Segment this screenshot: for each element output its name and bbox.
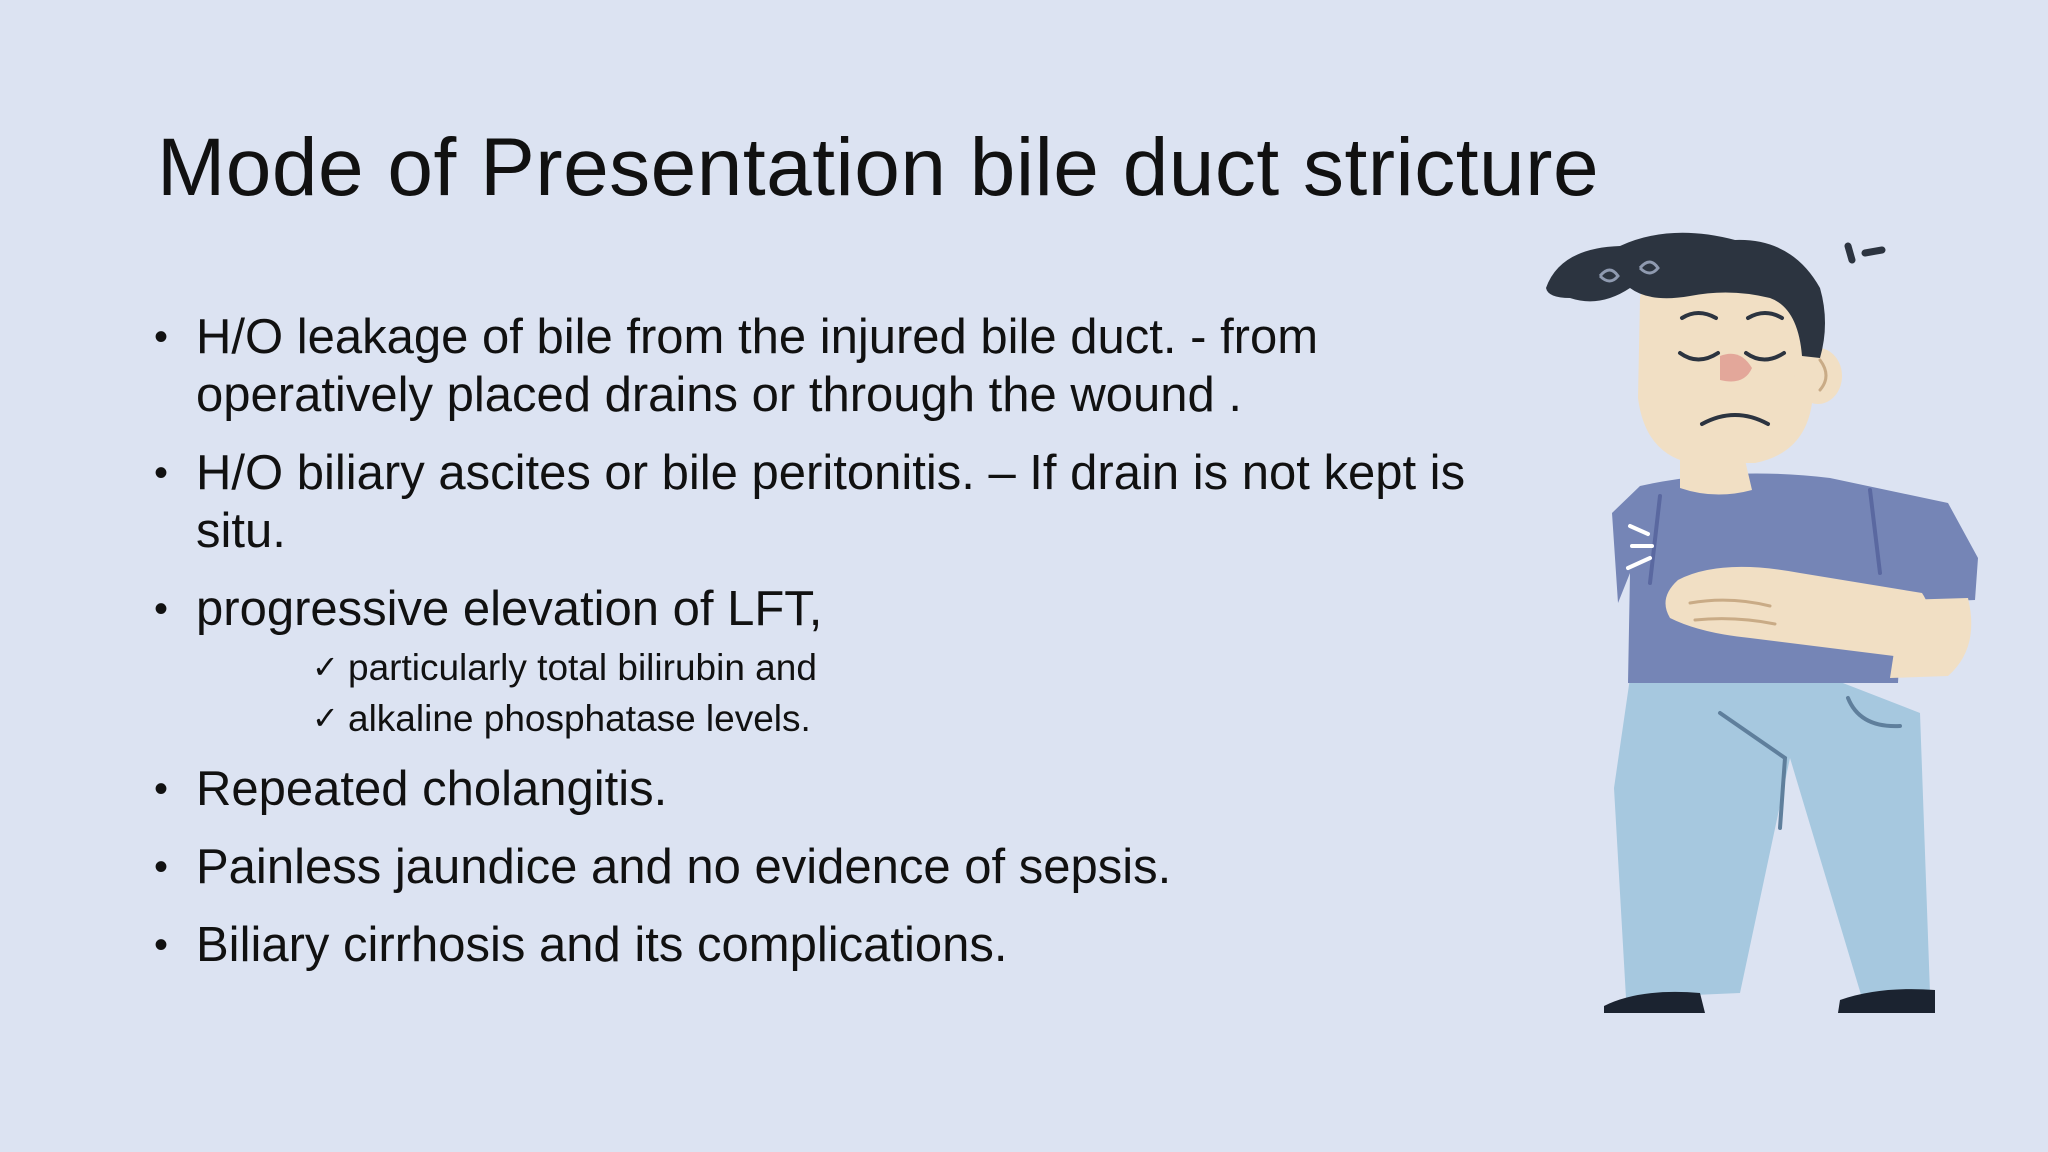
bullet-dot: • xyxy=(154,767,169,811)
neck xyxy=(1680,460,1752,495)
checkmark-icon: ✓ xyxy=(312,699,339,737)
bullet-text: Repeated cholangitis. xyxy=(196,762,668,816)
checkmark-icon: ✓ xyxy=(312,648,339,686)
bullet-item xyxy=(150,916,1510,974)
sub-bullet-list xyxy=(312,642,1510,744)
bullet-text: Painless jaundice and no evidence of sepsis. xyxy=(196,840,1172,894)
slide-title: Mode of Presentation bile duct stricture xyxy=(157,122,1600,213)
left-shoe xyxy=(1604,992,1705,1013)
bullet-dot: • xyxy=(154,845,169,889)
bullet-text: progressive elevation of LFT, xyxy=(196,582,823,636)
bullet-item xyxy=(150,838,1510,896)
bullet-item xyxy=(150,444,1510,560)
sub-bullet-text: alkaline phosphatase levels. xyxy=(348,698,811,739)
bullet-text: H/O leakage of bile from the injured bile duct. - from operatively placed drains or through the wound . xyxy=(196,310,1319,422)
sub-bullet-item xyxy=(312,642,1510,693)
bullet-item xyxy=(150,580,1510,638)
bullet-dot: • xyxy=(154,315,169,359)
bullet-item xyxy=(150,308,1510,424)
bullet-dot: • xyxy=(154,587,169,631)
bullet-dot: • xyxy=(154,451,169,495)
sweat-drops xyxy=(1848,246,1882,260)
sub-bullet-text: particularly total bilirubin and xyxy=(348,647,817,688)
bullet-text: H/O biliary ascites or bile peritonitis. – If drain is not kept is situ. xyxy=(196,446,1466,558)
bullet-item xyxy=(150,760,1510,818)
bullet-list xyxy=(150,308,1510,974)
bullet-dot: • xyxy=(154,923,169,967)
right-shoe xyxy=(1838,989,1935,1013)
sick-boy-holding-stomach-icon xyxy=(1530,228,1990,1018)
bullet-text: Biliary cirrhosis and its complications. xyxy=(196,918,1008,972)
sub-bullet-item xyxy=(312,693,1510,744)
